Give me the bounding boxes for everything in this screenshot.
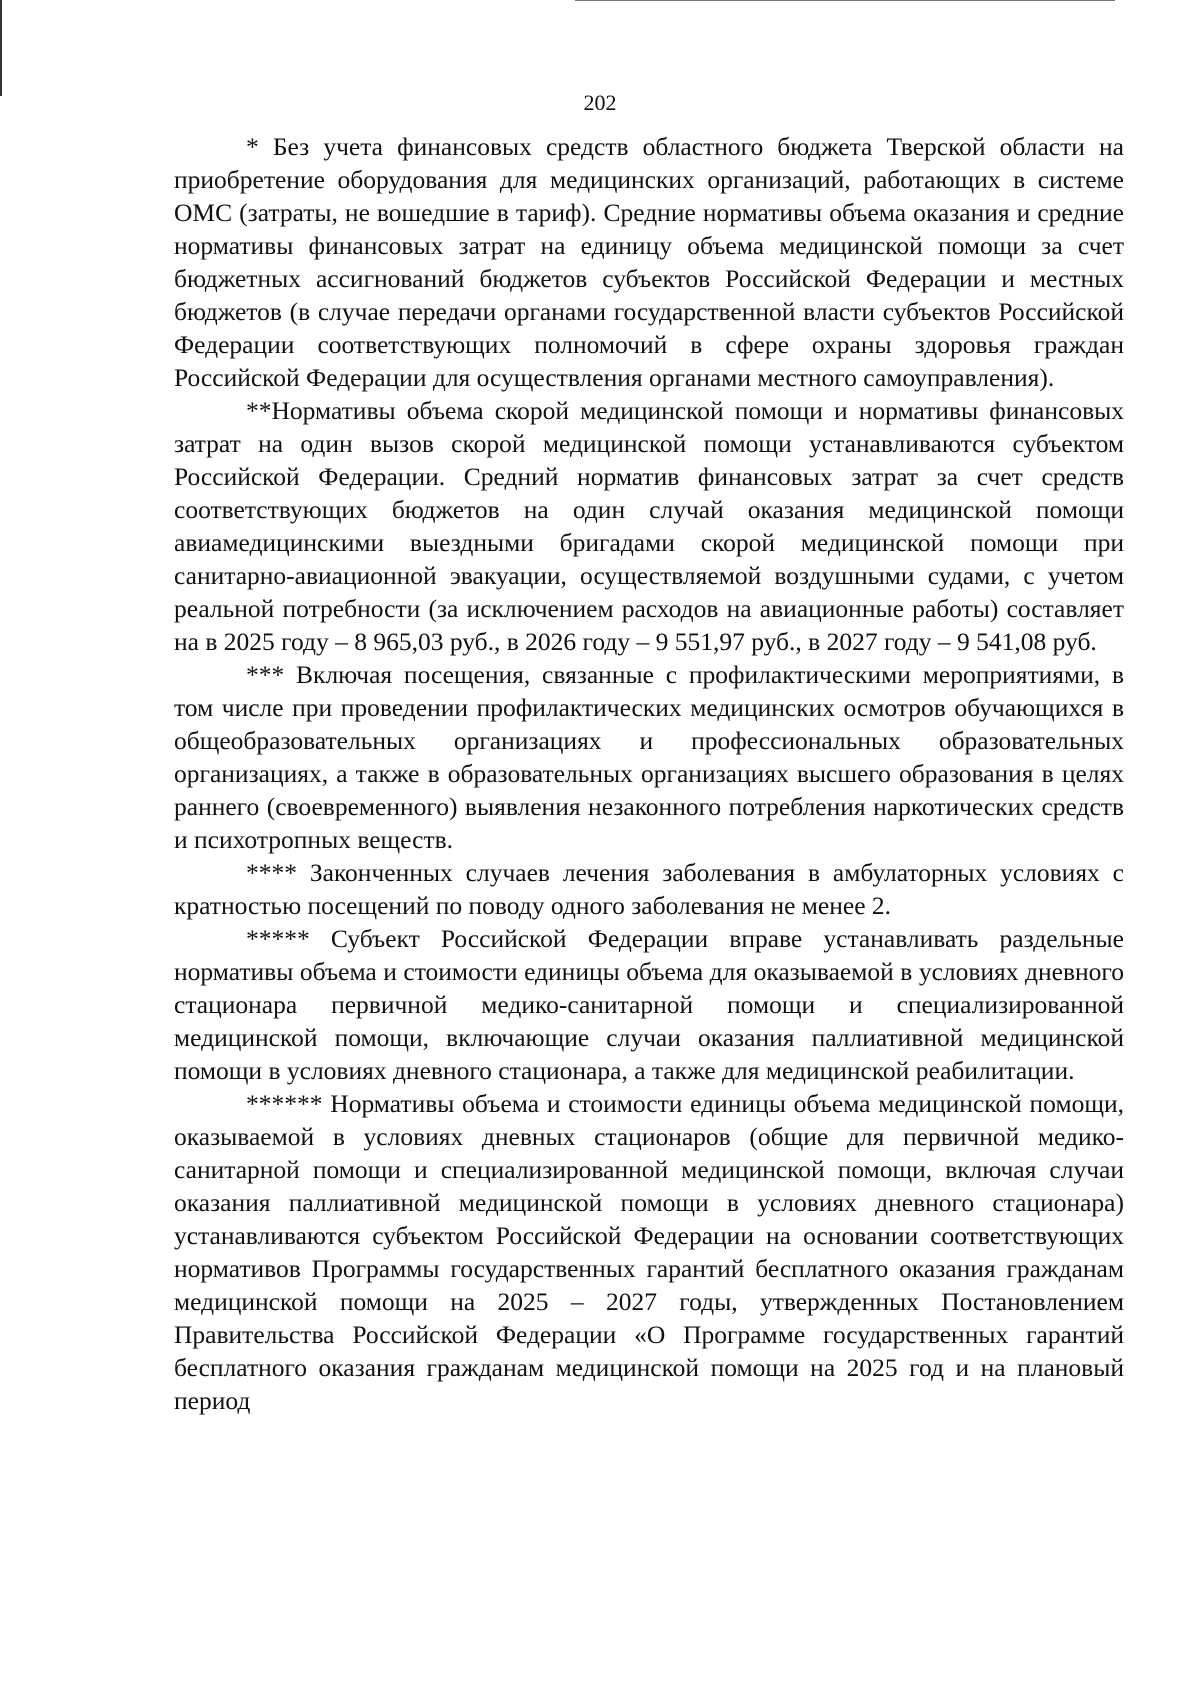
scan-top-line — [575, 0, 1115, 1]
footnote-paragraph-4: **** Законченных случаев лечения заболевания в амбулаторных условиях с кратностью посещений по поводу одного заболевания не менее 2. — [174, 858, 1124, 920]
page-number: 202 — [583, 90, 617, 115]
footnote-paragraph-2: **Нормативы объема скорой медицинской помощи и нормативы финансовых затрат на один вызов скорой медицинской помощи устанавливаются субъектом Российской Федерации. Средний норматив финансовых затрат за счет средств соответствующих бюджетов на один случай оказания медицинской помощи авиамедицинскими выездными бригадами скорой медицинской помощи при санитарно-авиационной эвакуации, осуществляемой воздушными судами, с учетом реальной потребности (за исключением расходов на авиационные работы) составляет на в 2025 году – 8 965,03 руб., в 2026 году – 9 551,97 руб., в 2027 году – 9 541,08 руб. — [174, 396, 1124, 656]
footnote-paragraph-5: ***** Субъект Российской Федерации вправе устанавливать раздельные нормативы объема и стоимости единицы объема для оказываемой в условиях дневного стационара первичной медико-санитарной помощи и специализированной медицинской помощи, включающие случаи оказания паллиативной медицинской помощи в условиях дневного стационара, а также для медицинской реабилитации. — [174, 924, 1124, 1085]
footnote-paragraph-3: *** Включая посещения, связанные с профилактическими мероприятиями, в том числе при проведении профилактических медицинских осмотров обучающихся в общеобразовательных организациях и профессиональных образовательных организациях, а также в образовательных организациях высшего образования в целях раннего (своевременного) выявления незаконного потребления наркотических средств и психотропных веществ. — [174, 660, 1124, 854]
footnote-paragraph-6: ****** Нормативы объема и стоимости единицы объема медицинской помощи, оказываемой в условиях дневных стационаров (общие для первичной медико-санитарной помощи и специализированной медицинской помощи, включая случаи оказания паллиативной медицинской помощи в условиях дневного стационара) устанавливаются субъектом Российской Федерации на основании соответствующих нормативов Программы государственных гарантий бесплатного оказания гражданам медицинской помощи на 2025 – 2027 годы, утвержденных Постановлением Правительства Российской Федерации «О Программе государственных гарантий бесплатного оказания гражданам медицинской помощи на 2025 год и на плановый период — [174, 1089, 1124, 1415]
footnote-paragraph-1: * Без учета финансовых средств областного бюджета Тверской области на приобретение оборудования для медицинских организаций, работающих в системе ОМС (затраты, не вошедшие в тариф). Средние нормативы объема оказания и средние нормативы финансовых затрат на единицу объема медицинской помощи за счет бюджетных ассигнований бюджетов субъектов Российской Федерации и местных бюджетов (в случае передачи органами государственной власти субъектов Российской Федерации соответствующих полномочий в сфере охраны здоровья граждан Российской Федерации для осуществления органами местного самоуправления). — [174, 132, 1124, 392]
scan-edge-mark — [0, 0, 2, 96]
document-body — [174, 130, 1124, 1417]
